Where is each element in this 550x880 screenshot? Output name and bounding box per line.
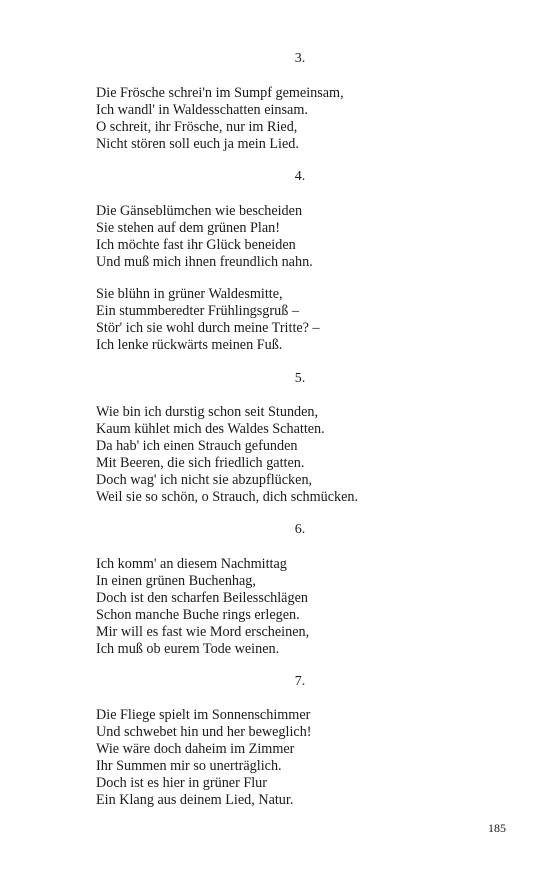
verse-line: Nicht stören soll euch ja mein Lied. bbox=[96, 136, 299, 152]
verse-line: Und schwebet hin und her beweglich! bbox=[96, 724, 312, 740]
verse-line: Mir will es fast wie Mord erscheinen, bbox=[96, 624, 310, 640]
verse-line: In einen grünen Buchenhag, bbox=[96, 573, 256, 589]
stanza bbox=[96, 286, 320, 354]
verse-line: Doch wag' ich nicht sie abzupflücken, bbox=[96, 472, 313, 488]
verse-line: Schon manche Buche rings erlegen. bbox=[96, 607, 300, 623]
verse-line: Ein stummberedter Frühlingsgruß – bbox=[96, 303, 299, 319]
verse-line: Weil sie so schön, o Strauch, dich schmücken. bbox=[96, 489, 359, 505]
verse-line: Ich wandl' in Waldesschatten einsam. bbox=[96, 102, 308, 118]
verse-line: Und muß mich ihnen freundlich nahn. bbox=[96, 254, 313, 270]
verse-line: Mit Beeren, die sich friedlich gatten. bbox=[96, 455, 305, 471]
verse-line: Die Frösche schrei'n im Sumpf gemeinsam, bbox=[96, 85, 344, 101]
verse-line: Wie bin ich durstig schon seit Stunden, bbox=[96, 404, 319, 420]
verse-line: Ihr Summen mir so unerträglich. bbox=[96, 758, 282, 774]
verse-line: Ich komm' an diesem Nachmittag bbox=[96, 556, 287, 572]
stanza bbox=[96, 203, 313, 271]
section-number: 6. bbox=[294, 522, 306, 537]
stanza bbox=[96, 707, 312, 809]
verse-line: Ich muß ob eurem Tode weinen. bbox=[96, 641, 280, 657]
verse-line: Doch ist es hier in grüner Flur bbox=[96, 775, 268, 791]
verse-line: Sie blühn in grüner Waldesmitte, bbox=[96, 286, 283, 302]
verse-line: Die Fliege spielt im Sonnenschimmer bbox=[96, 707, 311, 723]
verse-line: Ich möchte fast ihr Glück beneiden bbox=[96, 237, 296, 253]
stanza bbox=[96, 556, 309, 658]
verse-line: Doch ist den scharfen Beilesschlägen bbox=[96, 590, 308, 606]
verse-line: Da hab' ich einen Strauch gefunden bbox=[96, 438, 298, 454]
verse-line: Sie stehen auf dem grünen Plan! bbox=[96, 220, 280, 236]
verse-line: Ein Klang aus deinem Lied, Natur. bbox=[96, 792, 294, 808]
page-number: 185 bbox=[488, 821, 506, 835]
verse-line: Ich lenke rückwärts meinen Fuß. bbox=[96, 337, 283, 353]
section-number: 7. bbox=[294, 674, 306, 689]
section-number: 5. bbox=[294, 371, 306, 386]
verse-line: Kaum kühlet mich des Waldes Schatten. bbox=[96, 421, 325, 437]
stanza bbox=[96, 85, 344, 153]
verse-line: O schreit, ihr Frösche, nur im Ried, bbox=[96, 119, 298, 135]
verse-line: Die Gänseblümchen wie bescheiden bbox=[96, 203, 303, 219]
verse-line: Wie wäre doch daheim im Zimmer bbox=[96, 741, 295, 757]
section-number: 4. bbox=[294, 169, 306, 184]
section-number: 3. bbox=[294, 51, 306, 66]
stanza bbox=[96, 404, 358, 506]
verse-line: Stör' ich sie wohl durch meine Tritte? – bbox=[96, 320, 320, 336]
